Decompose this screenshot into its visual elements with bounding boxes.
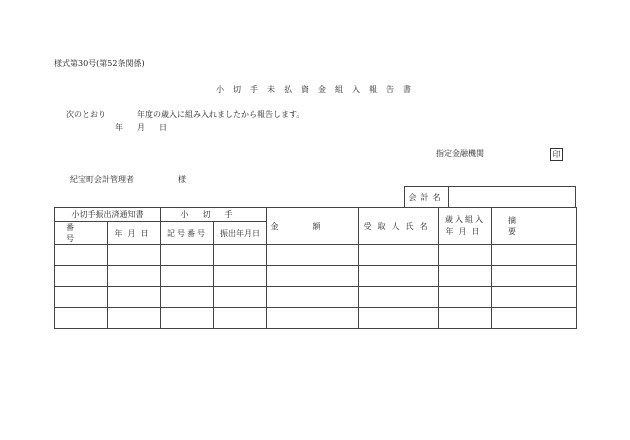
cell-number[interactable] [55,245,108,266]
table-row [55,287,577,308]
document-title: 小切手未払資金組入報告書 [216,85,420,94]
header-revenue-line1: 歳入組入 [445,215,485,224]
cell-issue-date[interactable] [214,308,267,329]
cell-date[interactable] [108,308,161,329]
header-revenue-date [439,208,492,245]
header-amount: 金額 [267,208,359,245]
cell-symbol-number[interactable] [161,308,214,329]
cell-issue-date[interactable] [214,245,267,266]
cell-date[interactable] [108,287,161,308]
cell-amount[interactable] [267,266,359,287]
header-revenue-line2: 年月日 [445,227,485,236]
cell-number[interactable] [55,308,108,329]
intro-text-right: 年度の歳入に組み入れましたから報告します。 [137,110,305,119]
cell-recipient[interactable] [359,266,439,287]
cell-issue-date[interactable] [214,287,267,308]
header-issue-date: 振出年月日 [214,222,267,245]
header-symbol-number: 記号番号 [161,222,214,245]
cell-symbol-number[interactable] [161,245,214,266]
cell-amount[interactable] [267,287,359,308]
form-number: 様式第30号(第52条関係) [54,59,145,68]
cell-remarks[interactable] [492,245,577,266]
header-recipient: 受取人氏名 [359,208,439,245]
date-month-label: 月 [137,123,145,132]
cell-issue-date[interactable] [214,266,267,287]
cell-remarks[interactable] [492,266,577,287]
header-remarks: 摘要 [492,208,577,245]
date-year-label: 年 [115,123,123,132]
cell-revenue-date[interactable] [439,245,492,266]
intro-text-left: 次のとおり [66,110,106,119]
cell-recipient[interactable] [359,308,439,329]
cell-number[interactable] [55,266,108,287]
cell-date[interactable] [108,245,161,266]
addressee-name: 紀宝町会計管理者 [70,175,134,184]
accounting-name-label: 会計名 [405,187,449,208]
cell-recipient[interactable] [359,287,439,308]
accounting-name-box [404,186,576,208]
header-date: 年月日 [108,222,161,245]
cell-revenue-date[interactable] [439,266,492,287]
cell-amount[interactable] [267,308,359,329]
table-row [55,308,577,329]
cell-remarks[interactable] [492,308,577,329]
cell-revenue-date[interactable] [439,287,492,308]
report-table [54,207,577,329]
header-number: 番号 [55,222,108,245]
date-day-label: 日 [159,123,167,132]
cell-revenue-date[interactable] [439,308,492,329]
cell-number[interactable] [55,287,108,308]
seal-mark: 印 [550,148,563,161]
cell-symbol-number[interactable] [161,266,214,287]
cell-remarks[interactable] [492,287,577,308]
accounting-name-field[interactable] [449,187,576,208]
cell-symbol-number[interactable] [161,287,214,308]
table-row [55,266,577,287]
addressee-honorific: 様 [178,175,186,184]
cell-amount[interactable] [267,245,359,266]
cell-date[interactable] [108,266,161,287]
header-notice-group: 小切手振出済通知書 [55,208,161,222]
cell-recipient[interactable] [359,245,439,266]
institution-label: 指定金融機関 [436,149,484,158]
header-check-group: 小切手 [161,208,267,222]
table-row [55,245,577,266]
